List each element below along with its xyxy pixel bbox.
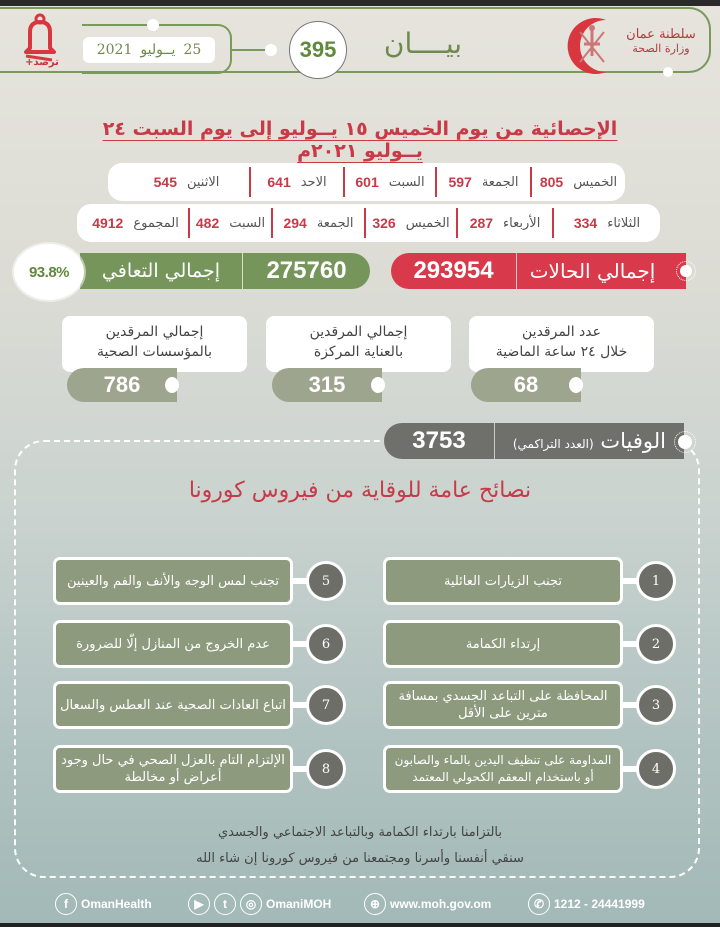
tip-connector <box>621 702 637 708</box>
connector-dot <box>147 19 159 31</box>
tip-connector <box>621 641 637 647</box>
tip-connector <box>621 766 637 772</box>
day-name: الاحد <box>300 174 327 190</box>
date-month: يــوليو <box>140 42 176 58</box>
card-label-line2: بالمؤسسات الصحية <box>97 344 212 360</box>
total-cases-label: إجمالي الحالات <box>516 253 686 289</box>
day-cell <box>435 167 530 197</box>
hospitalized-24h-card <box>469 316 654 372</box>
bullet-dot <box>371 377 385 393</box>
tip-card-3: المحافظة على التباعد الجسدي بمسافة مترين على الأقل <box>383 681 623 729</box>
deaths-title: الوفيات <box>600 429 666 453</box>
connector-dot <box>265 44 277 56</box>
deaths-sublabel: (العدد التراكمي) <box>512 437 594 451</box>
day-name: الجمعة <box>316 215 354 231</box>
day-cell <box>249 167 343 197</box>
day-value: 601 <box>355 174 379 190</box>
phone-link[interactable] <box>528 890 645 918</box>
total-cases-value: 293954 <box>413 257 494 284</box>
social-handle: OmaniMOH <box>266 897 332 911</box>
hospitalized-24h-value: 68 <box>471 368 581 402</box>
day-value: 326 <box>372 215 396 231</box>
tip-card-2: إرتداء الكمامة <box>383 620 623 668</box>
ministry-line2: وزارة الصحة <box>632 42 690 55</box>
day-cell <box>188 208 271 238</box>
card-label-line2: بالعناية المركزة <box>313 344 404 360</box>
day-cell <box>343 167 435 197</box>
day-name: الخميس <box>573 174 618 190</box>
day-name: الثلاثاء <box>607 215 641 231</box>
recovery-percent: 93.8% <box>14 244 84 300</box>
stats-title: الإحصائية من يوم الخميس ١٥ يــوليو إلى يوم السبت ٢٤ يــوليو ٢٠٢١م <box>102 118 618 162</box>
website-url: www.moh.gov.om <box>390 897 492 911</box>
top-edge <box>0 0 720 6</box>
day-value: 545 <box>153 174 177 190</box>
card-label-line1: عدد المرقدين <box>522 324 601 340</box>
tip-connector <box>291 766 307 772</box>
day-name: السبت <box>388 174 425 190</box>
bullet-dot <box>680 265 692 277</box>
day-value: 287 <box>469 215 494 231</box>
day-name: السبت <box>229 215 266 231</box>
statement-label: بيــــان <box>383 27 463 60</box>
day-cell <box>83 208 188 238</box>
globe-icon: ⊕ <box>364 893 386 915</box>
card-label-line1: إجمالي المرقدين <box>105 324 204 340</box>
deaths-value: 3753 <box>412 427 466 454</box>
day-cell <box>456 208 552 238</box>
day-value: 597 <box>448 174 472 190</box>
icu-total-value: 315 <box>272 368 382 402</box>
day-cell <box>364 208 456 238</box>
total-cases-bar <box>391 253 686 289</box>
footer <box>0 890 720 920</box>
tip-number-5: 5 <box>306 561 346 601</box>
daily-cases-row-2 <box>77 204 660 242</box>
tip-card-5: تجنب لمس الوجه والأنف والفم والعينين <box>53 557 293 605</box>
deaths-label <box>494 423 684 459</box>
day-value: 294 <box>283 215 307 231</box>
day-name: الاثنين <box>186 174 220 190</box>
date-day: 25 <box>183 42 202 58</box>
day-value: 641 <box>267 174 291 190</box>
deaths-bar <box>384 423 684 459</box>
bullet-dot <box>678 435 692 449</box>
tip-number-6: 6 <box>306 624 346 664</box>
alert-label: ترصد+ <box>25 57 59 68</box>
tip-number-1: 1 <box>636 561 676 601</box>
instagram-icon: ◎ <box>240 893 262 915</box>
closing-message <box>100 820 620 872</box>
tip-number-4: 4 <box>636 749 676 789</box>
tips-title: نصائح عامة للوقاية من فيروس كورونا <box>188 478 532 503</box>
phone-number: 1212 - 24441999 <box>554 897 645 911</box>
tip-number-7: 7 <box>306 685 346 725</box>
day-cell <box>124 167 249 197</box>
youtube-icon: ▶ <box>188 893 210 915</box>
social-links[interactable] <box>188 890 331 918</box>
statement-number: 395 <box>289 21 347 79</box>
icu-total-card <box>266 316 451 372</box>
closing-line-1: بالتزامنا بارتداء الكمامة وبالتباعد الاجتماعي والجسدي <box>217 825 503 840</box>
day-name: المجموع <box>133 215 179 231</box>
date-year: 2021 <box>96 42 133 58</box>
tip-card-1: تجنب الزيارات العائلية <box>383 557 623 605</box>
total-recovery-value: 275760 <box>242 253 370 289</box>
total-recovery-label: إجمالي التعافي <box>101 260 221 282</box>
twitter-icon: t <box>214 893 236 915</box>
website-link[interactable] <box>364 890 491 918</box>
tip-card-8: الإلتزام التام بالعزل الصحي في حال وجود أعراض أو مخالطة <box>53 745 293 793</box>
card-label-line1: إجمالي المرقدين <box>309 324 408 340</box>
day-cell <box>552 208 660 238</box>
tip-connector <box>291 702 307 708</box>
bullet-dot <box>165 377 179 393</box>
day-name: الأربعاء <box>503 215 541 231</box>
day-cell <box>271 208 364 238</box>
hospitalized-total-value: 786 <box>67 368 177 402</box>
connector-dot <box>663 67 673 77</box>
tip-card-6: عدم الخروج من المنازل إلّا للضرورة <box>53 620 293 668</box>
day-value: 482 <box>195 215 220 231</box>
day-value: 4912 <box>92 215 124 231</box>
tip-connector <box>291 578 307 584</box>
facebook-handle: OmanHealth <box>81 897 152 911</box>
tip-number-3: 3 <box>636 685 676 725</box>
day-name: الخميس <box>405 215 450 231</box>
tip-number-8: 8 <box>306 749 346 789</box>
date-badge <box>83 37 215 63</box>
day-value: 805 <box>539 174 564 190</box>
day-value: 334 <box>573 215 598 231</box>
closing-line-2: سنقي أنفسنا وأسرنا ومجتمعنا من فيروس كورونا إن شاء الله <box>196 851 524 866</box>
total-recovery-bar <box>80 253 370 289</box>
oman-emblem-icon <box>560 14 620 76</box>
tip-card-7: اتباع العادات الصحية عند العطس والسعال <box>53 681 293 729</box>
tip-number-2: 2 <box>636 624 676 664</box>
tip-card-4: المداومة على تنظيف اليدين بالماء والصابون أو باستخدام المعقم الكحولي المعتمد <box>383 745 623 793</box>
tip-connector <box>291 641 307 647</box>
tip-connector <box>621 578 637 584</box>
connector-line <box>232 49 268 51</box>
day-name: الجمعة <box>481 174 519 190</box>
facebook-icon: f <box>55 893 77 915</box>
phone-icon: ✆ <box>528 893 550 915</box>
bullet-dot <box>569 377 583 393</box>
card-label-line2: خلال ٢٤ ساعة الماضية <box>495 344 628 360</box>
daily-cases-row-1 <box>108 163 625 201</box>
hospitalized-total-card <box>62 316 247 372</box>
ministry-line1: سلطنة عمان <box>626 27 696 42</box>
bottom-edge <box>0 923 720 927</box>
facebook-link[interactable] <box>55 890 152 918</box>
ministry-logo-text <box>615 28 707 56</box>
day-cell <box>530 167 625 197</box>
